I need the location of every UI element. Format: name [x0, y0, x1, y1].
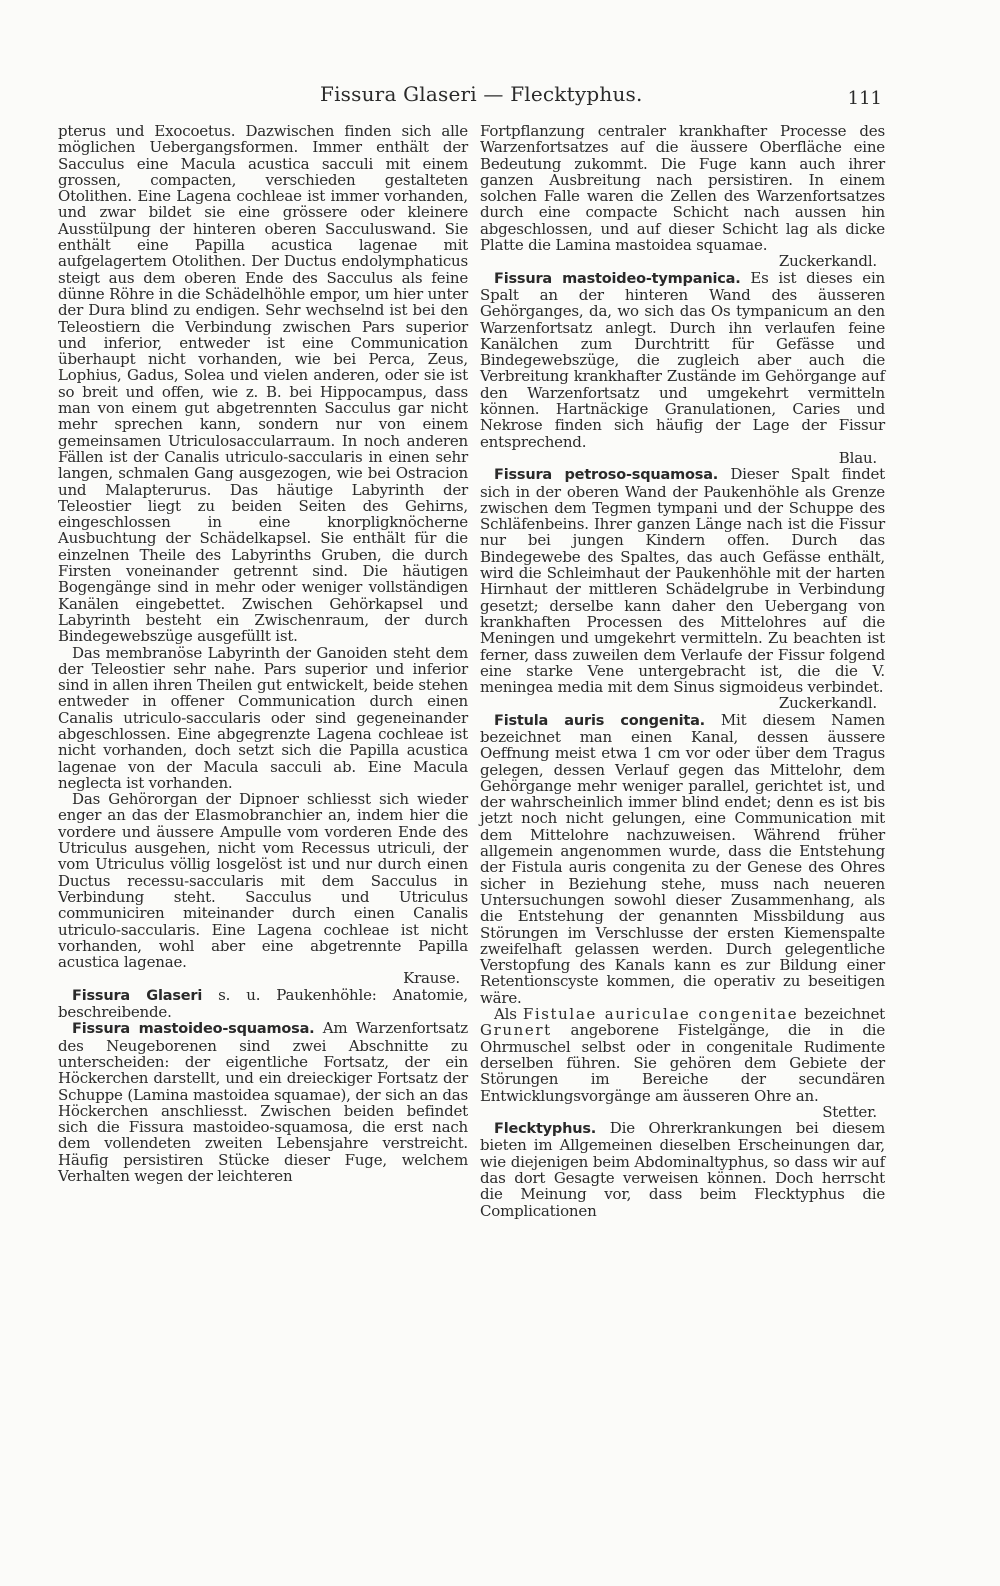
entry-heading: Fistula auris congenita. — [494, 712, 705, 729]
paragraph: Fortpflanzung centraler krankhafter Processe des Warzenfortsatzes auf die äussere Oberfläche eine Bedeutung zukommt. Die Fuge kann auch ihrer ganzen Ausbreitung nach persistiren. In einem solchen Falle waren die Zellen des Warzenfortsatzes durch eine compacte Schicht nach aussen hin abgeschlossen, und auf dieser Schicht lag als dicke Platte die Lamina mastoidea squamae. — [480, 122, 885, 255]
page-number: 111 — [847, 88, 882, 109]
left-column — [58, 123, 468, 1184]
entry-text: Am Warzenfortsatz des Neugeborenen sind zwei Abschnitte zu unterscheiden: der eigentliche Fortsatz, der ein Höckerchen darstellt, und ein dreieckiger Fortsatz der Schuppe (Lamina mastoidea squamae), der sich an das Höckerchen anschliesst. Zwischen beiden befindet sich die Fissura mastoideo-squamosa, die erst nach dem vollendeten zweiten Lebensjahre verstreicht. Häufig persistiren Stücke dieser Fuge, welchem Verhalten wegen der leichteren — [58, 1019, 468, 1185]
entry-heading: Fissura Glaseri — [72, 987, 203, 1004]
author-signature: Stetter. — [822, 1102, 877, 1121]
entry-paragraph — [480, 1120, 885, 1219]
entry-heading: Fissura petroso-squamosa. — [494, 467, 719, 484]
entry-text: Die Ohrerkrankungen bei diesem bieten im Allgemeinen dieselben Erscheinungen dar, wie diejenigen beim Abdominaltyphus, so dass wir auf das dort Gesagte verweisen können. Doch herrscht die Meinung vor, dass beim Flecktyphus die Complicationen — [480, 1119, 885, 1220]
author-signature: Zuckerkandl. — [778, 252, 877, 271]
spaced-author: Grunert — [480, 1021, 552, 1040]
entry-heading: Fissura mastoideo-tympanica. — [494, 270, 741, 287]
spaced-term: Fistulae auriculae congenitae — [522, 1005, 799, 1024]
entry-text: bezeichnet — [798, 1005, 885, 1024]
paragraph: Das Gehörorgan der Dipnoer schliesst sich wieder enger an das der Elasmobranchier an, indem hier die vordere und äussere Ampulle vom vorderen Ende des Utriculus ausgehen, nicht vom Recessus utriculi, der vom Utriculus völlig losgelöst ist und nur durch einen Ductus recessu-saccularis mit dem Sacculus in Verbindung steht. Sacculus und Utriculus communiciren miteinander durch einen Canalis utriculo-saccularis. Eine Lagena cochleae ist nicht vorhanden, wohl aber eine abgetrennte Papilla acustica lagenae. — [58, 790, 468, 972]
entry-paragraph — [480, 466, 885, 695]
right-column — [480, 123, 885, 1219]
entry-text: Dieser Spalt findet sich in der oberen Wand der Paukenhöhle als Grenze zwischen dem Tegmen tympani und der Schuppe des Schläfenbeins. Ihrer ganzen Länge nach ist die Fissur nur bei jungen Kindern offen. Durch das Bindegewebe des Spaltes, das auch Gefässe enthält, wird die Schleimhaut der Paukenhöhle mit der harten Hirnhaut der mittleren Schädelgrube in Verbindung gesetzt; derselbe kann daher den Uebergang von krankhaften Processen des Mittelohres auf die Meningen und umgekehrt vermitteln. Zu beachten ist ferner, dass zuweilen dem Verlaufe der Fissur folgend eine starke Vene untergebracht ist, die die V. meningea media mit dem Sinus sigmoideus verbindet. — [480, 465, 885, 697]
entry-text: angeborene Fistelgänge, die in die Ohrmuschel selbst oder in congenitale Rudimente derselben führen. Sie gehören dem Gebiete der Störungen im Bereiche der secundären Entwicklungsvorgänge am äusseren Ohre an. — [480, 1021, 885, 1105]
entry-text: Mit diesem Namen bezeichnet man einen Kanal, dessen äussere Oeffnung meist etwa 1 cm vor oder über dem Tragus gelegen, dessen Verlauf gegen das Mittelohr, dem Gehörgange mehr weniger parallel, gerichtet ist, und der wahrscheinlich immer blind endet; denn es ist bis jetzt noch nicht gelungen, eine Communication mit dem Mittelohre nachzuweisen. Während früher allgemein angenommen wurde, dass die Entstehung der Fistula auris congenita zu der Genese des Ohres sicher in Beziehung stehe, muss nach neueren Untersuchungen sowohl dieser Zusammenhang, als die Entstehung der genannten Missbildung aus Störungen im Verschlusse der ersten Kiemenspalte zweifelhaft gelassen werden. Durch gelegentliche Verstopfung des Kanals kann es zur Bildung einer Retentionscyste kommen, die operativ zu beseitigen wäre. — [480, 710, 885, 1007]
entry-text: Als — [494, 1005, 523, 1024]
entry-text: Es ist dieses ein Spalt an der hinteren Wand des äusseren Gehörganges, da, wo sich das Os tympanicum an den Warzenfortsatz anlegt. Durch ihn verlaufen feine Kanälchen zum Durchtritt für Gefässe und Bindegewebszüge, die zugleich aber auch die Verbreitung krankhafter Zustände im Gehörgange auf den Warzenfortsatz und umgekehrt vermitteln können. Hartnäckige Granulationen, Caries und Nekrose finden sich häufig der Lage der Fissur entsprechend. — [480, 268, 886, 451]
entry-paragraph — [480, 712, 885, 1006]
paragraph: pterus und Exocoetus. Dazwischen finden sich alle möglichen Uebergangsformen. Immer enthält der Sacculus eine Macula acustica sacculi mit einem grossen, compacten, verschieden gestalteten Otolithen. Eine Lagena cochleae ist immer vorhanden, und zwar bildet sie eine grössere oder kleinere Ausstülpung der hinteren oberen Sacculuswand. Sie enthält eine Papilla acustica lagenae mit aufgelagertem Otolithen. Der Ductus endolymphaticus steigt aus dem oberen Ende des Sacculus als feine dünne Röhre in die Schädelhöhle empor, um hier unter der Dura blind zu endigen. Sehr wechselnd ist bei den Teleostiern die Verbindung zwischen Pars superior und inferior, entweder ist eine Communication überhaupt nicht vorhanden, wie bei Perca, Zeus, Lophius, Gadus, Solea und vielen anderen, oder sie ist so breit und offen, wie z. B. bei Hippocampus, dass man von einem gut abgetrennten Sacculus gar nicht mehr sprechen kann, sondern nur von einem gemeinsamen Utriculosaccularraum. In noch anderen Fällen ist der Canalis utriculo-saccularis in einen sehr langen, schmalen Gang ausgezogen, wie bei Ostracion und Malapterurus. Das häutige Labyrinth der Teleostier liegt zu beiden Seiten des Gehirns, eingeschlossen in eine knorpligknöcherne Ausbuchtung der Schädelkapsel. Sie enthält für die einzelnen Theile des Labyrinths Gruben, die durch Firsten voneinander getrennt sind. Die häutigen Bogengänge sind in mehr oder weniger vollständigen Kanälen eingebettet. Zwischen Gehörkapsel und Labyrinth besteht ein Zwischenraum, der durch Bindegewebszüge ausgefüllt ist. — [58, 122, 468, 646]
entry-paragraph — [58, 987, 468, 1021]
entry-text: s. u. Paukenhöhle: Anatomie, beschreibende. — [58, 985, 468, 1022]
entry-paragraph — [58, 1020, 468, 1184]
paragraph: Das membranöse Labyrinth der Ganoiden steht dem der Teleostier sehr nahe. Pars superior und inferior sind in allen ihren Theilen gut entwickelt, beide stehen entweder in offener Communication durch einen Canalis utriculo-saccularis oder sind gegeneinander abgeschlossen. Eine abgegrenzte Lagena cochleae ist nicht vorhanden, doch setzt sich die Papilla acustica lagenae von der Macula sacculi ab. Eine Macula neglecta ist vorhanden. — [58, 643, 468, 792]
author-signature: Blau. — [838, 448, 877, 467]
entry-paragraph — [480, 270, 885, 450]
author-signature: Krause. — [403, 969, 460, 988]
running-header: Fissura Glaseri — Flecktyphus. — [320, 82, 643, 106]
author-signature: Zuckerkandl. — [778, 694, 877, 713]
entry-heading: Flecktyphus. — [494, 1121, 597, 1138]
entry-paragraph — [480, 1006, 885, 1104]
entry-heading: Fissura mastoideo-squamosa. — [72, 1021, 315, 1038]
